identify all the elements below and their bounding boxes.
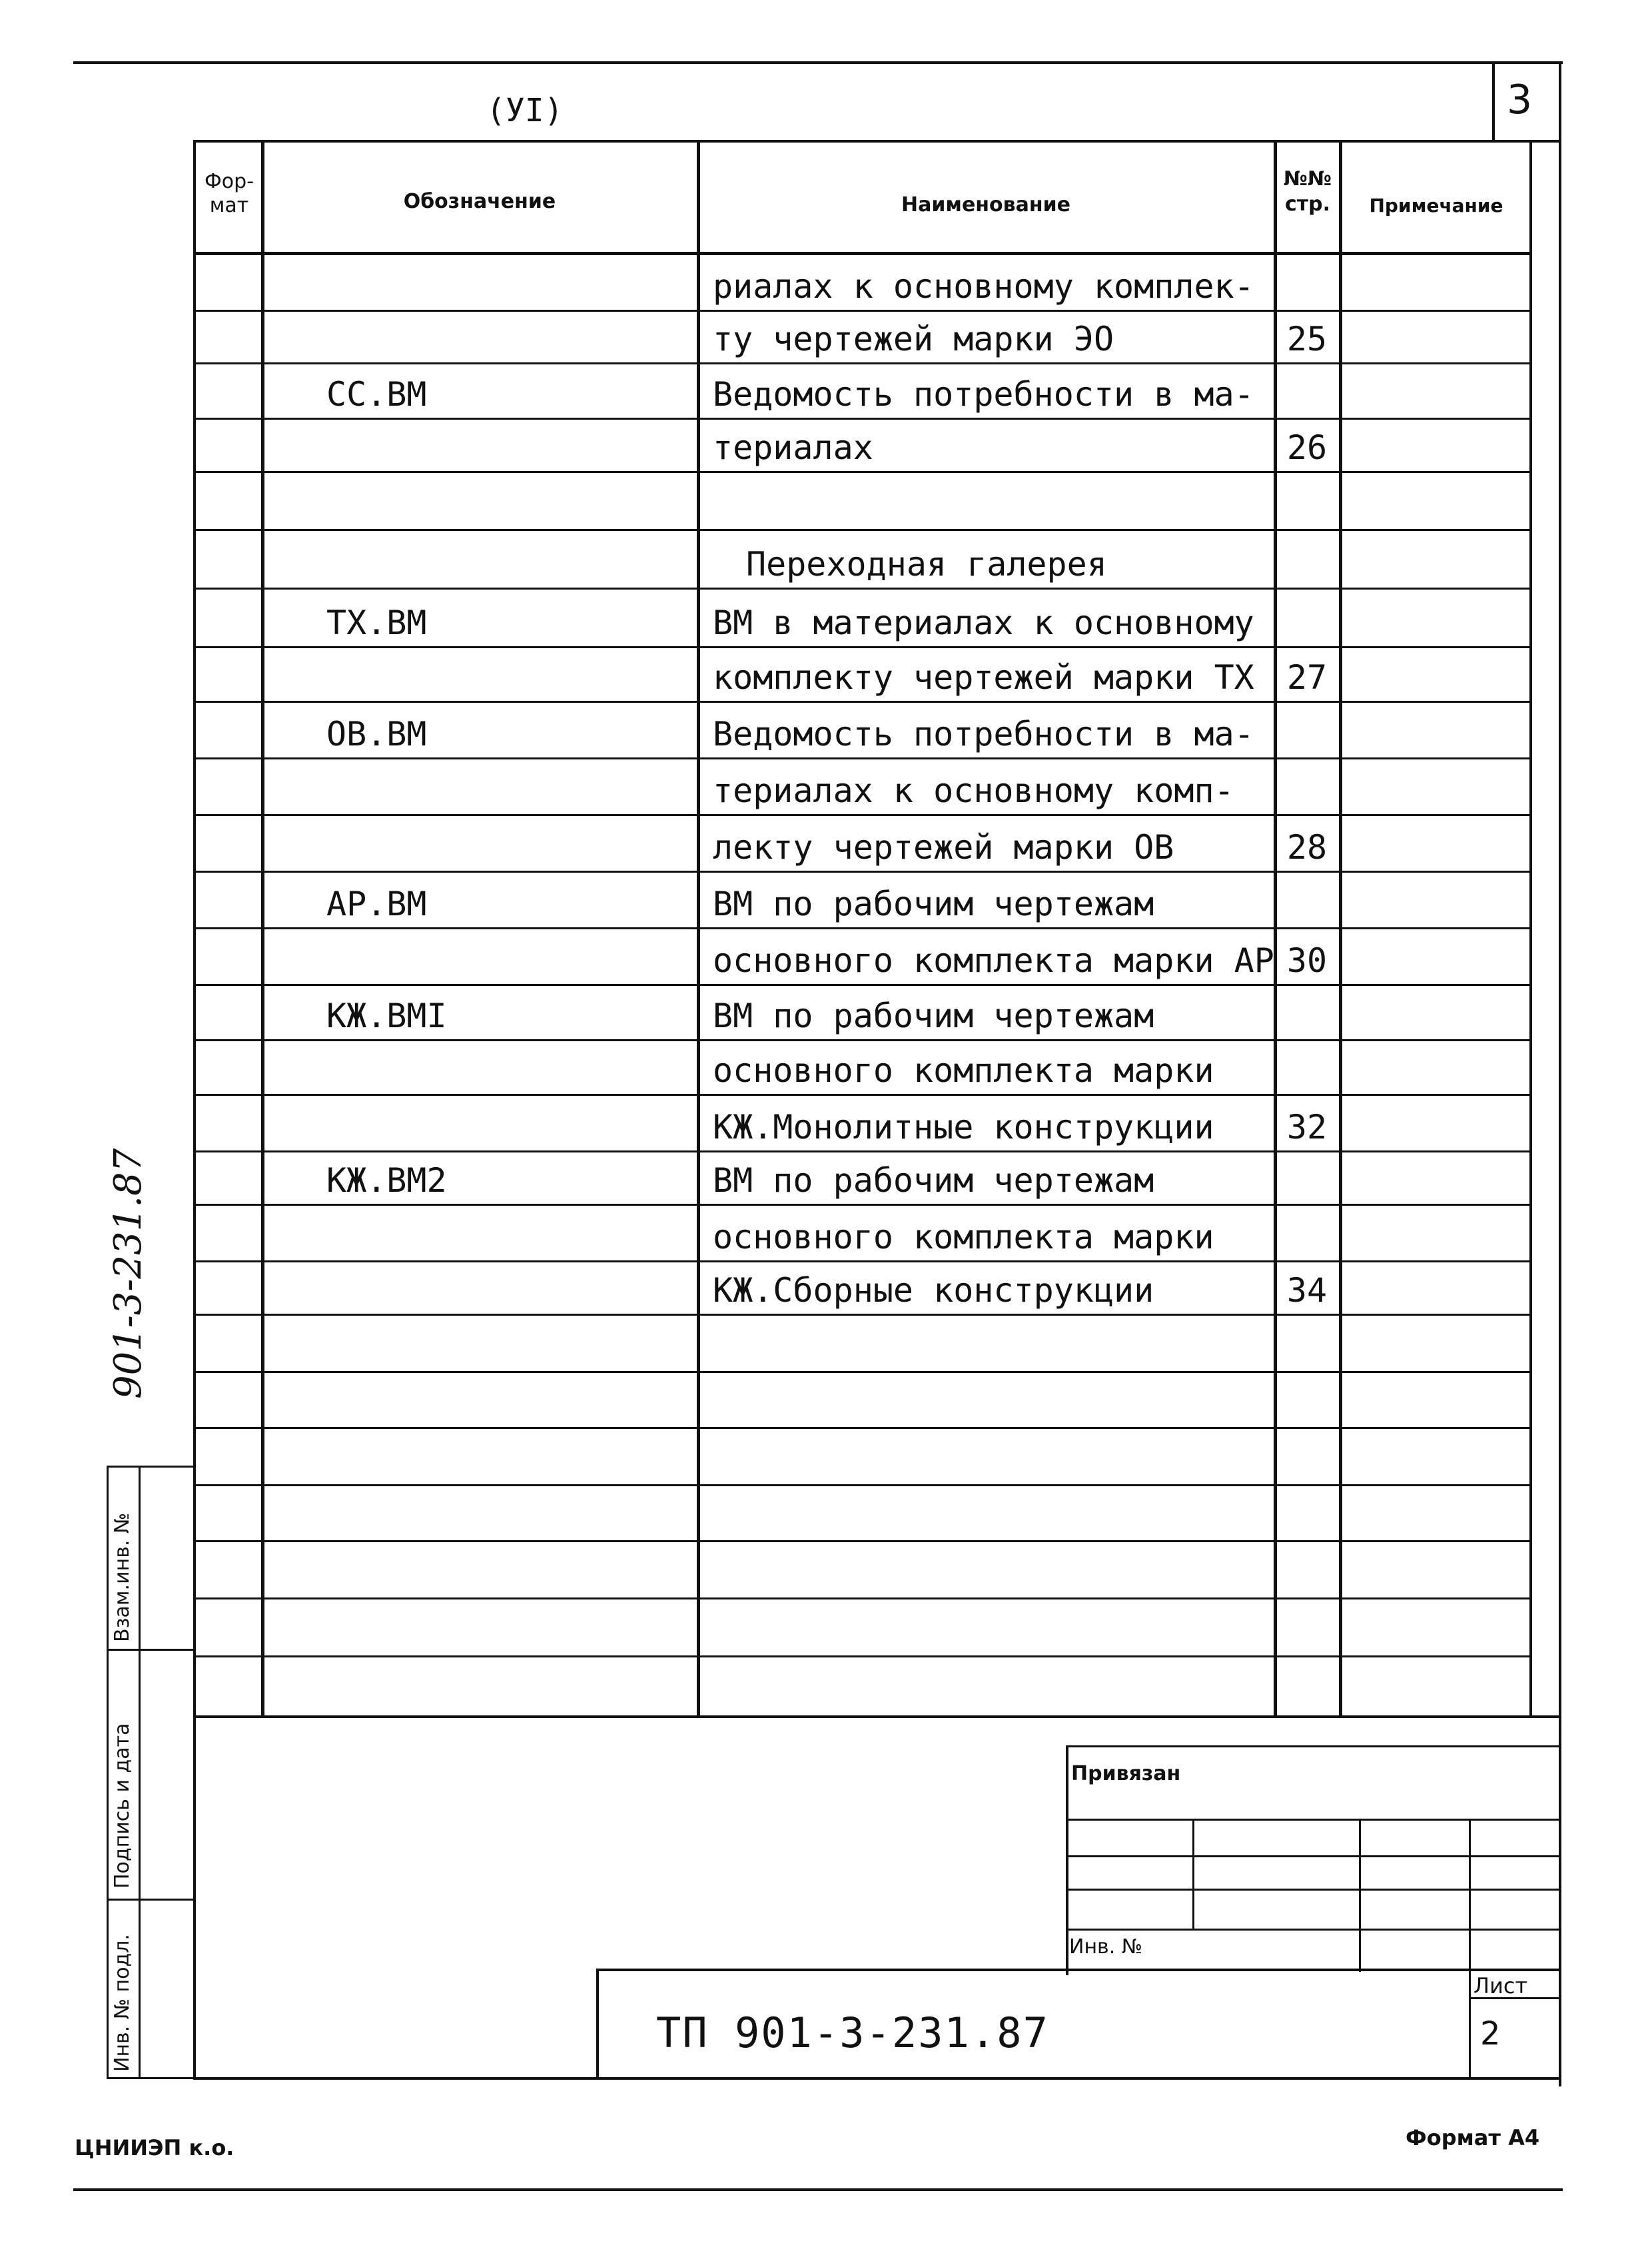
row-designation: ОВ.ВМ xyxy=(326,715,427,753)
row-line xyxy=(193,1484,1532,1486)
row-line xyxy=(193,529,1532,531)
header-name: Наименование xyxy=(901,193,1070,217)
row-name: основного комплекта марки xyxy=(713,1051,1214,1090)
section-mark: (УI) xyxy=(486,92,564,129)
row-line xyxy=(193,362,1532,364)
row-page: 28 xyxy=(1286,828,1328,867)
row-name: ту чертежей марки ЭО xyxy=(713,320,1114,358)
row-page: 32 xyxy=(1286,1108,1328,1146)
sheet-label: Лист xyxy=(1473,1973,1528,1999)
side-code: 901-3-231.87 xyxy=(107,1148,150,1399)
row-line xyxy=(193,1150,1532,1152)
row-page: 30 xyxy=(1286,941,1328,980)
row-line xyxy=(193,1260,1532,1262)
row-designation: ТХ.ВМ xyxy=(326,604,427,642)
row-line xyxy=(193,646,1532,648)
row-name: комплекту чертежей марки ТХ xyxy=(713,658,1254,697)
header-pages: №№ стр. xyxy=(1283,167,1332,216)
row-name: лекту чертежей марки ОВ xyxy=(713,828,1174,867)
row-line xyxy=(193,1427,1532,1429)
row-page: 34 xyxy=(1286,1271,1328,1310)
page-number: 3 xyxy=(1507,77,1533,123)
bound-label: Привязан xyxy=(1071,1762,1181,1785)
field-signature-date: Подпись и дата xyxy=(111,1723,134,1889)
row-page: 25 xyxy=(1286,320,1328,358)
row-designation: СС.ВМ xyxy=(326,375,427,414)
row-name: ВМ по рабочим чертежам xyxy=(713,885,1154,923)
row-line xyxy=(193,588,1532,590)
doc-code: ТП 901-3-231.87 xyxy=(656,2009,1049,2057)
row-line xyxy=(193,984,1532,986)
footer-format: Формат А4 xyxy=(1406,2125,1540,2150)
row-name: основного комплекта марки xyxy=(713,1218,1214,1256)
row-line xyxy=(193,471,1532,473)
field-original-inv: Инв. № подл. xyxy=(111,1934,134,2072)
row-name: Переходная галерея xyxy=(746,545,1107,584)
row-line xyxy=(193,1597,1532,1599)
row-line xyxy=(193,1314,1532,1316)
footer-org: ЦНИИЭП к.о. xyxy=(75,2135,234,2160)
row-designation: КЖ.ВМ2 xyxy=(326,1161,447,1200)
row-line xyxy=(193,1039,1532,1041)
row-designation: АР.ВМ xyxy=(326,885,427,923)
header-format: Фор- мат xyxy=(204,170,254,217)
field-replace-inv: Взам.инв. № xyxy=(111,1512,134,1642)
row-name: териалах xyxy=(713,428,873,467)
row-line xyxy=(193,1655,1532,1657)
header-note: Примечание xyxy=(1369,195,1503,217)
row-name: ВМ по рабочим чертежам xyxy=(713,1161,1154,1200)
row-line xyxy=(193,1204,1532,1206)
row-page: 27 xyxy=(1286,658,1328,697)
row-line xyxy=(193,757,1532,759)
row-name: Ведомость потребности в ма- xyxy=(713,375,1254,414)
row-name: риалах к основному комплек- xyxy=(713,267,1254,306)
row-line xyxy=(193,814,1532,816)
row-line xyxy=(193,701,1532,703)
row-line xyxy=(193,1540,1532,1542)
row-name: основного комплекта марки АР xyxy=(713,941,1274,980)
row-line xyxy=(193,927,1532,929)
inv-no-label: Инв. № xyxy=(1069,1935,1143,1959)
row-name: ВМ в материалах к основному xyxy=(713,604,1254,642)
row-name: Ведомость потребности в ма- xyxy=(713,715,1254,753)
row-line xyxy=(193,418,1532,420)
row-name: КЖ.Монолитные конструкции xyxy=(713,1108,1214,1146)
row-name: териалах к основному комп- xyxy=(713,771,1234,810)
row-line xyxy=(193,310,1532,312)
row-designation: КЖ.ВМI xyxy=(326,997,447,1035)
row-page: 26 xyxy=(1286,428,1328,467)
row-line xyxy=(193,1094,1532,1096)
sheet-value: 2 xyxy=(1480,2015,1501,2052)
header-designation: Обозначение xyxy=(403,190,556,213)
row-name: КЖ.Сборные конструкции xyxy=(713,1271,1154,1310)
row-line xyxy=(193,871,1532,873)
row-line xyxy=(193,1371,1532,1373)
row-name: ВМ по рабочим чертежам xyxy=(713,997,1154,1035)
